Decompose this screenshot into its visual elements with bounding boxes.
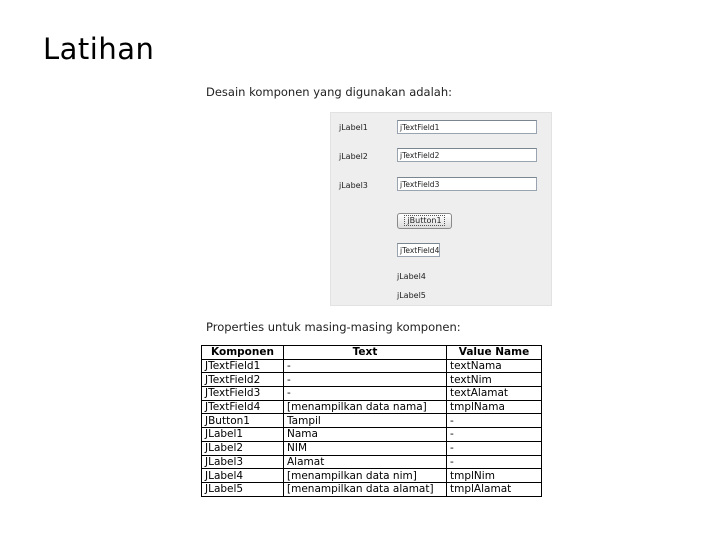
header-value-name: Value Name [447,346,542,360]
cell-value-name: tmplAlamat [447,482,542,496]
table-row [202,414,542,428]
cell-value-name: textNama [447,359,542,373]
cell-value-name: - [447,428,542,442]
cell-component: JLabel4 [202,469,284,483]
preview-label-1: jLabel1 [339,123,368,132]
preview-label-5: jLabel5 [397,291,426,300]
table-header-row [202,346,542,360]
cell-text: [menampilkan data nama] [284,400,447,414]
preview-label-3: jLabel3 [339,181,368,190]
cell-component: JTextField1 [202,359,284,373]
cell-text: Nama [284,428,447,442]
design-heading: Desain komponen yang digunakan adalah: [206,85,453,99]
table-row [202,387,542,401]
preview-text-field-4: jTextField4 [397,243,440,257]
properties-table [201,345,542,497]
cell-text: [menampilkan data alamat] [284,482,447,496]
preview-text-field-1: jTextField1 [397,120,537,134]
cell-value-name: tmplNama [447,400,542,414]
header-komponen: Komponen [202,346,284,360]
cell-value-name: - [447,441,542,455]
preview-text-field-2: jTextField2 [397,148,537,162]
preview-label-2: jLabel2 [339,152,368,161]
cell-value-name: textAlamat [447,387,542,401]
form-design-preview [330,112,552,306]
slide-title: Latihan [43,32,155,66]
cell-text: [menampilkan data nim] [284,469,447,483]
cell-component: JLabel5 [202,482,284,496]
cell-text: - [284,373,447,387]
table-row [202,441,542,455]
cell-component: JLabel1 [202,428,284,442]
cell-text: Tampil [284,414,447,428]
cell-component: JLabel2 [202,441,284,455]
cell-value-name: - [447,455,542,469]
cell-value-name: textNim [447,373,542,387]
table-row [202,428,542,442]
cell-text: Alamat [284,455,447,469]
cell-text: - [284,387,447,401]
cell-text: NIM [284,441,447,455]
table-row [202,373,542,387]
table-row [202,482,542,496]
table-row [202,400,542,414]
cell-component: JTextField2 [202,373,284,387]
preview-label-4: jLabel4 [397,272,426,281]
cell-value-name: tmplNim [447,469,542,483]
preview-text-field-3: jTextField3 [397,177,537,191]
preview-button-label: jButton1 [404,215,444,226]
cell-component: JTextField3 [202,387,284,401]
cell-value-name: - [447,414,542,428]
cell-component: JButton1 [202,414,284,428]
properties-heading: Properties untuk masing-masing komponen: [206,320,461,334]
preview-button [397,213,452,229]
cell-text: - [284,359,447,373]
table-row [202,359,542,373]
cell-component: JTextField4 [202,400,284,414]
table-row [202,469,542,483]
header-text: Text [284,346,447,360]
table-row [202,455,542,469]
cell-component: JLabel3 [202,455,284,469]
